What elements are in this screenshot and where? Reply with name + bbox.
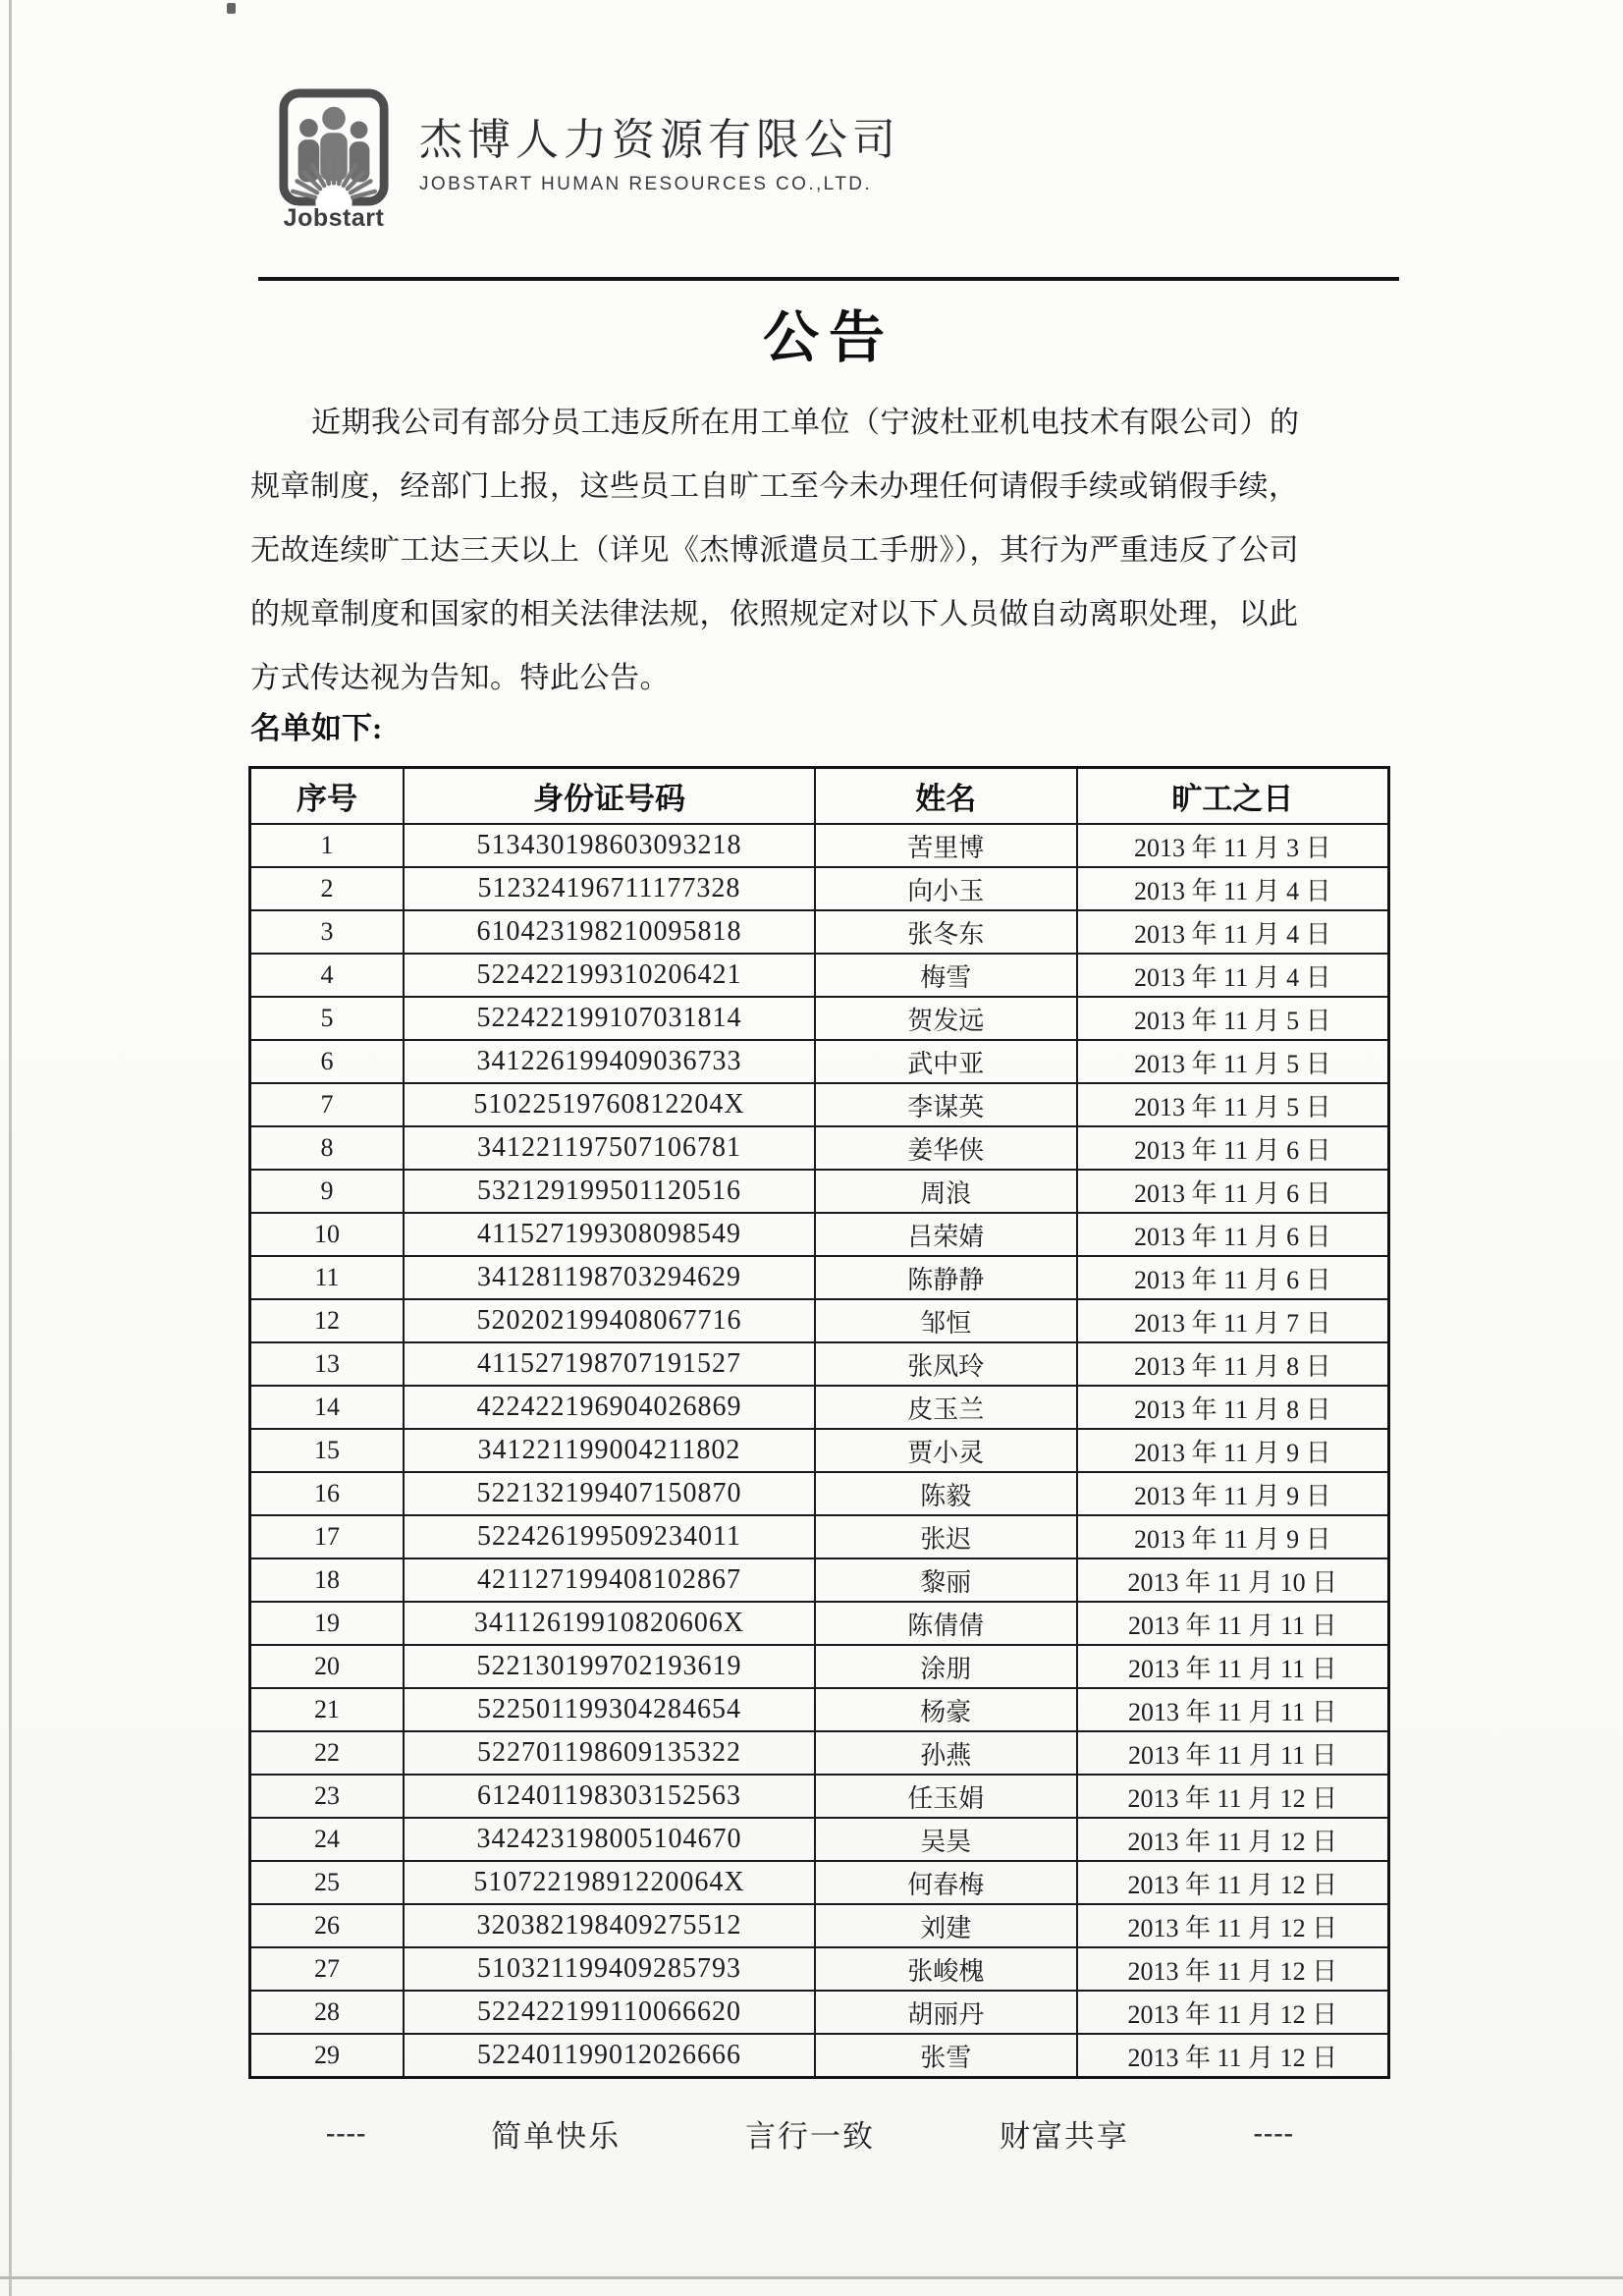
serial-cell: 26 xyxy=(250,1904,405,1947)
absence-date-cell: 2013 年 11 月 9 日 xyxy=(1077,1515,1389,1558)
absence-date-cell: 2013 年 11 月 5 日 xyxy=(1077,1040,1389,1083)
id-number-cell: 34112619910820606X xyxy=(404,1602,815,1645)
footer-dash-right: ---- xyxy=(1253,2117,1294,2149)
serial-cell: 20 xyxy=(250,1645,405,1688)
serial-cell: 1 xyxy=(250,824,405,867)
table-row xyxy=(250,1083,1389,1126)
page-title: 公告 xyxy=(763,307,894,369)
header-divider-line xyxy=(258,277,1399,281)
footer-dash-left: ---- xyxy=(326,2117,367,2149)
company-logo xyxy=(267,86,401,233)
table-row xyxy=(250,1904,1389,1947)
name-cell: 周浪 xyxy=(815,1170,1077,1213)
announcement-paragraph xyxy=(250,391,1429,710)
company-name-en: JOBSTART HUMAN RESOURCES CO.,LTD. xyxy=(419,174,873,194)
table-row xyxy=(250,954,1389,997)
absence-date-cell: 2013 年 11 月 7 日 xyxy=(1077,1299,1389,1342)
name-cell: 张凤玲 xyxy=(815,1342,1077,1386)
serial-cell: 12 xyxy=(250,1299,405,1342)
header-absence-date: 旷工之日 xyxy=(1077,768,1389,825)
name-cell: 孙燕 xyxy=(815,1731,1077,1775)
table-row xyxy=(250,867,1389,910)
id-number-cell: 512324196711177328 xyxy=(404,867,815,910)
paragraph-line: 的规章制度和国家的相关法律法规，依照规定对以下人员做自动离职处理，以此 xyxy=(250,598,1299,630)
absence-date-cell: 2013 年 11 月 6 日 xyxy=(1077,1213,1389,1256)
paragraph-line: 规章制度，经部门上报，这些员工自旷工至今未办理任何请假手续或销假手续， xyxy=(250,470,1299,503)
name-cell: 张雪 xyxy=(815,2034,1077,2078)
id-number-cell: 522501199304284654 xyxy=(404,1688,815,1731)
absence-date-cell: 2013 年 11 月 6 日 xyxy=(1077,1256,1389,1299)
absence-date-cell: 2013 年 11 月 11 日 xyxy=(1077,1602,1389,1645)
name-cell: 皮玉兰 xyxy=(815,1386,1077,1429)
id-number-cell: 522422199310206421 xyxy=(404,954,815,997)
serial-cell: 16 xyxy=(250,1472,405,1515)
id-number-cell: 51022519760812204X xyxy=(404,1083,815,1126)
header-serial: 序号 xyxy=(250,768,405,825)
company-name-block xyxy=(419,104,900,195)
table-row xyxy=(250,1126,1389,1170)
footer-slogan-2: 言行一致 xyxy=(744,2119,875,2154)
name-cell: 李谋英 xyxy=(815,1083,1077,1126)
absence-date-cell: 2013 年 11 月 4 日 xyxy=(1077,954,1389,997)
absence-date-cell: 2013 年 11 月 4 日 xyxy=(1077,867,1389,910)
serial-cell: 28 xyxy=(250,1991,405,2034)
serial-cell: 25 xyxy=(250,1861,405,1904)
id-number-cell: 422422196904026869 xyxy=(404,1386,815,1429)
footer-slogan-3: 财富共享 xyxy=(999,2119,1129,2154)
name-cell: 胡丽丹 xyxy=(815,1991,1077,2034)
name-cell: 何春梅 xyxy=(815,1861,1077,1904)
id-number-cell: 610423198210095818 xyxy=(404,910,815,954)
serial-cell: 23 xyxy=(250,1775,405,1818)
name-cell: 涂朋 xyxy=(815,1645,1077,1688)
absence-date-cell: 2013 年 11 月 11 日 xyxy=(1077,1688,1389,1731)
scan-artifact-speck xyxy=(227,3,236,14)
serial-cell: 10 xyxy=(250,1213,405,1256)
absence-date-cell: 2013 年 11 月 5 日 xyxy=(1077,997,1389,1040)
absence-date-cell: 2013 年 11 月 11 日 xyxy=(1077,1731,1389,1775)
id-number-cell: 341281198703294629 xyxy=(404,1256,815,1299)
table-row xyxy=(250,1429,1389,1472)
absence-date-cell: 2013 年 11 月 12 日 xyxy=(1077,1904,1389,1947)
name-cell: 陈静静 xyxy=(815,1256,1077,1299)
table-row xyxy=(250,1040,1389,1083)
id-number-cell: 532129199501120516 xyxy=(404,1170,815,1213)
id-number-cell: 522401199012026666 xyxy=(404,2034,815,2078)
name-cell: 邹恒 xyxy=(815,1299,1077,1342)
table-row xyxy=(250,1861,1389,1904)
table-row xyxy=(250,1775,1389,1818)
serial-cell: 21 xyxy=(250,1688,405,1731)
header-id-number: 身份证号码 xyxy=(404,768,815,825)
serial-cell: 24 xyxy=(250,1818,405,1861)
id-number-cell: 522422199110066620 xyxy=(404,1991,815,2034)
id-number-cell: 522132199407150870 xyxy=(404,1472,815,1515)
absence-date-cell: 2013 年 11 月 12 日 xyxy=(1077,1991,1389,2034)
name-cell: 苦里博 xyxy=(815,824,1077,867)
serial-cell: 9 xyxy=(250,1170,405,1213)
serial-cell: 5 xyxy=(250,997,405,1040)
table-row xyxy=(250,910,1389,954)
table-row xyxy=(250,1472,1389,1515)
absence-date-cell: 2013 年 11 月 8 日 xyxy=(1077,1342,1389,1386)
logo-brand-text: Jobstart xyxy=(283,204,385,232)
serial-cell: 11 xyxy=(250,1256,405,1299)
serial-cell: 27 xyxy=(250,1947,405,1991)
serial-cell: 18 xyxy=(250,1558,405,1602)
id-number-cell: 522130199702193619 xyxy=(404,1645,815,1688)
absence-date-cell: 2013 年 11 月 9 日 xyxy=(1077,1472,1389,1515)
id-number-cell: 341221199004211802 xyxy=(404,1429,815,1472)
footer-slogan xyxy=(326,2111,1294,2156)
serial-cell: 22 xyxy=(250,1731,405,1775)
table-row xyxy=(250,2034,1389,2078)
footer-slogan-1: 简单快乐 xyxy=(491,2119,622,2154)
table-row xyxy=(250,997,1389,1040)
id-number-cell: 522422199107031814 xyxy=(404,997,815,1040)
id-number-cell: 522426199509234011 xyxy=(404,1515,815,1558)
table-row xyxy=(250,1947,1389,1991)
name-cell: 姜华侠 xyxy=(815,1126,1077,1170)
absence-date-cell: 2013 年 11 月 5 日 xyxy=(1077,1083,1389,1126)
absence-date-cell: 2013 年 11 月 12 日 xyxy=(1077,1775,1389,1818)
absence-table-body xyxy=(250,824,1389,2078)
name-cell: 张冬东 xyxy=(815,910,1077,954)
table-row xyxy=(250,1688,1389,1731)
name-cell: 贺发远 xyxy=(815,997,1077,1040)
serial-cell: 2 xyxy=(250,867,405,910)
paragraph-line: 近期我公司有部分员工违反所在用工单位（宁波杜亚机电技术有限公司）的 xyxy=(311,407,1300,439)
id-number-cell: 341226199409036733 xyxy=(404,1040,815,1083)
serial-cell: 13 xyxy=(250,1342,405,1386)
name-cell: 向小玉 xyxy=(815,867,1077,910)
absence-table-header xyxy=(250,768,1389,825)
header-name: 姓名 xyxy=(815,768,1077,825)
absence-date-cell: 2013 年 11 月 12 日 xyxy=(1077,1818,1389,1861)
name-cell: 张迟 xyxy=(815,1515,1077,1558)
id-number-cell: 411527199308098549 xyxy=(404,1213,815,1256)
serial-cell: 29 xyxy=(250,2034,405,2078)
name-cell: 黎丽 xyxy=(815,1558,1077,1602)
table-row xyxy=(250,1558,1389,1602)
table-row xyxy=(250,1645,1389,1688)
serial-cell: 15 xyxy=(250,1429,405,1472)
name-cell: 陈毅 xyxy=(815,1472,1077,1515)
table-row xyxy=(250,1342,1389,1386)
absence-date-cell: 2013 年 11 月 12 日 xyxy=(1077,1861,1389,1904)
id-number-cell: 342423198005104670 xyxy=(404,1818,815,1861)
name-cell: 吕荣婧 xyxy=(815,1213,1077,1256)
serial-cell: 17 xyxy=(250,1515,405,1558)
table-row xyxy=(250,1991,1389,2034)
table-row xyxy=(250,1602,1389,1645)
serial-cell: 14 xyxy=(250,1386,405,1429)
name-cell: 陈倩倩 xyxy=(815,1602,1077,1645)
absence-date-cell: 2013 年 11 月 6 日 xyxy=(1077,1170,1389,1213)
name-cell: 杨豪 xyxy=(815,1688,1077,1731)
id-number-cell: 320382198409275512 xyxy=(404,1904,815,1947)
table-row xyxy=(250,1731,1389,1775)
name-cell: 张峻槐 xyxy=(815,1947,1077,1991)
id-number-cell: 51072219891220064X xyxy=(404,1861,815,1904)
absence-date-cell: 2013 年 11 月 8 日 xyxy=(1077,1386,1389,1429)
name-cell: 任玉娟 xyxy=(815,1775,1077,1818)
id-number-cell: 341221197507106781 xyxy=(404,1126,815,1170)
list-label: 名单如下: xyxy=(250,711,383,745)
table-row xyxy=(250,1818,1389,1861)
serial-cell: 3 xyxy=(250,910,405,954)
serial-cell: 8 xyxy=(250,1126,405,1170)
scan-artifact-left-edge xyxy=(9,0,12,2296)
absence-date-cell: 2013 年 11 月 12 日 xyxy=(1077,1947,1389,1991)
serial-cell: 4 xyxy=(250,954,405,997)
id-number-cell: 612401198303152563 xyxy=(404,1775,815,1818)
serial-cell: 19 xyxy=(250,1602,405,1645)
name-cell: 贾小灵 xyxy=(815,1429,1077,1472)
name-cell: 武中亚 xyxy=(815,1040,1077,1083)
table-row xyxy=(250,1256,1389,1299)
absence-date-cell: 2013 年 11 月 12 日 xyxy=(1077,2034,1389,2078)
absence-date-cell: 2013 年 11 月 10 日 xyxy=(1077,1558,1389,1602)
absence-date-cell: 2013 年 11 月 3 日 xyxy=(1077,824,1389,867)
absence-date-cell: 2013 年 11 月 6 日 xyxy=(1077,1126,1389,1170)
paragraph-line: 方式传达视为告知。特此公告。 xyxy=(250,662,670,694)
absence-date-cell: 2013 年 11 月 9 日 xyxy=(1077,1429,1389,1472)
table-row xyxy=(250,1515,1389,1558)
serial-cell: 7 xyxy=(250,1083,405,1126)
serial-cell: 6 xyxy=(250,1040,405,1083)
absence-date-cell: 2013 年 11 月 4 日 xyxy=(1077,910,1389,954)
table-row xyxy=(250,1299,1389,1342)
name-cell: 梅雪 xyxy=(815,954,1077,997)
id-number-cell: 510321199409285793 xyxy=(404,1947,815,1991)
name-cell: 吴昊 xyxy=(815,1818,1077,1861)
name-cell: 刘建 xyxy=(815,1904,1077,1947)
id-number-cell: 513430198603093218 xyxy=(404,824,815,867)
scan-artifact-bottom-edge xyxy=(0,2276,1623,2279)
absence-table xyxy=(248,766,1390,2079)
id-number-cell: 520202199408067716 xyxy=(404,1299,815,1342)
id-number-cell: 522701198609135322 xyxy=(404,1731,815,1775)
table-row xyxy=(250,1213,1389,1256)
id-number-cell: 411527198707191527 xyxy=(404,1342,815,1386)
id-number-cell: 421127199408102867 xyxy=(404,1558,815,1602)
jobstart-logo-icon xyxy=(276,86,392,208)
company-name-cn: 杰博人力资源有限公司 xyxy=(419,116,900,164)
table-row xyxy=(250,1386,1389,1429)
absence-date-cell: 2013 年 11 月 11 日 xyxy=(1077,1645,1389,1688)
table-row xyxy=(250,824,1389,867)
paragraph-line: 无故连续旷工达三天以上（详见《杰博派遣员工手册》），其行为严重违反了公司 xyxy=(250,534,1299,567)
table-row xyxy=(250,1170,1389,1213)
